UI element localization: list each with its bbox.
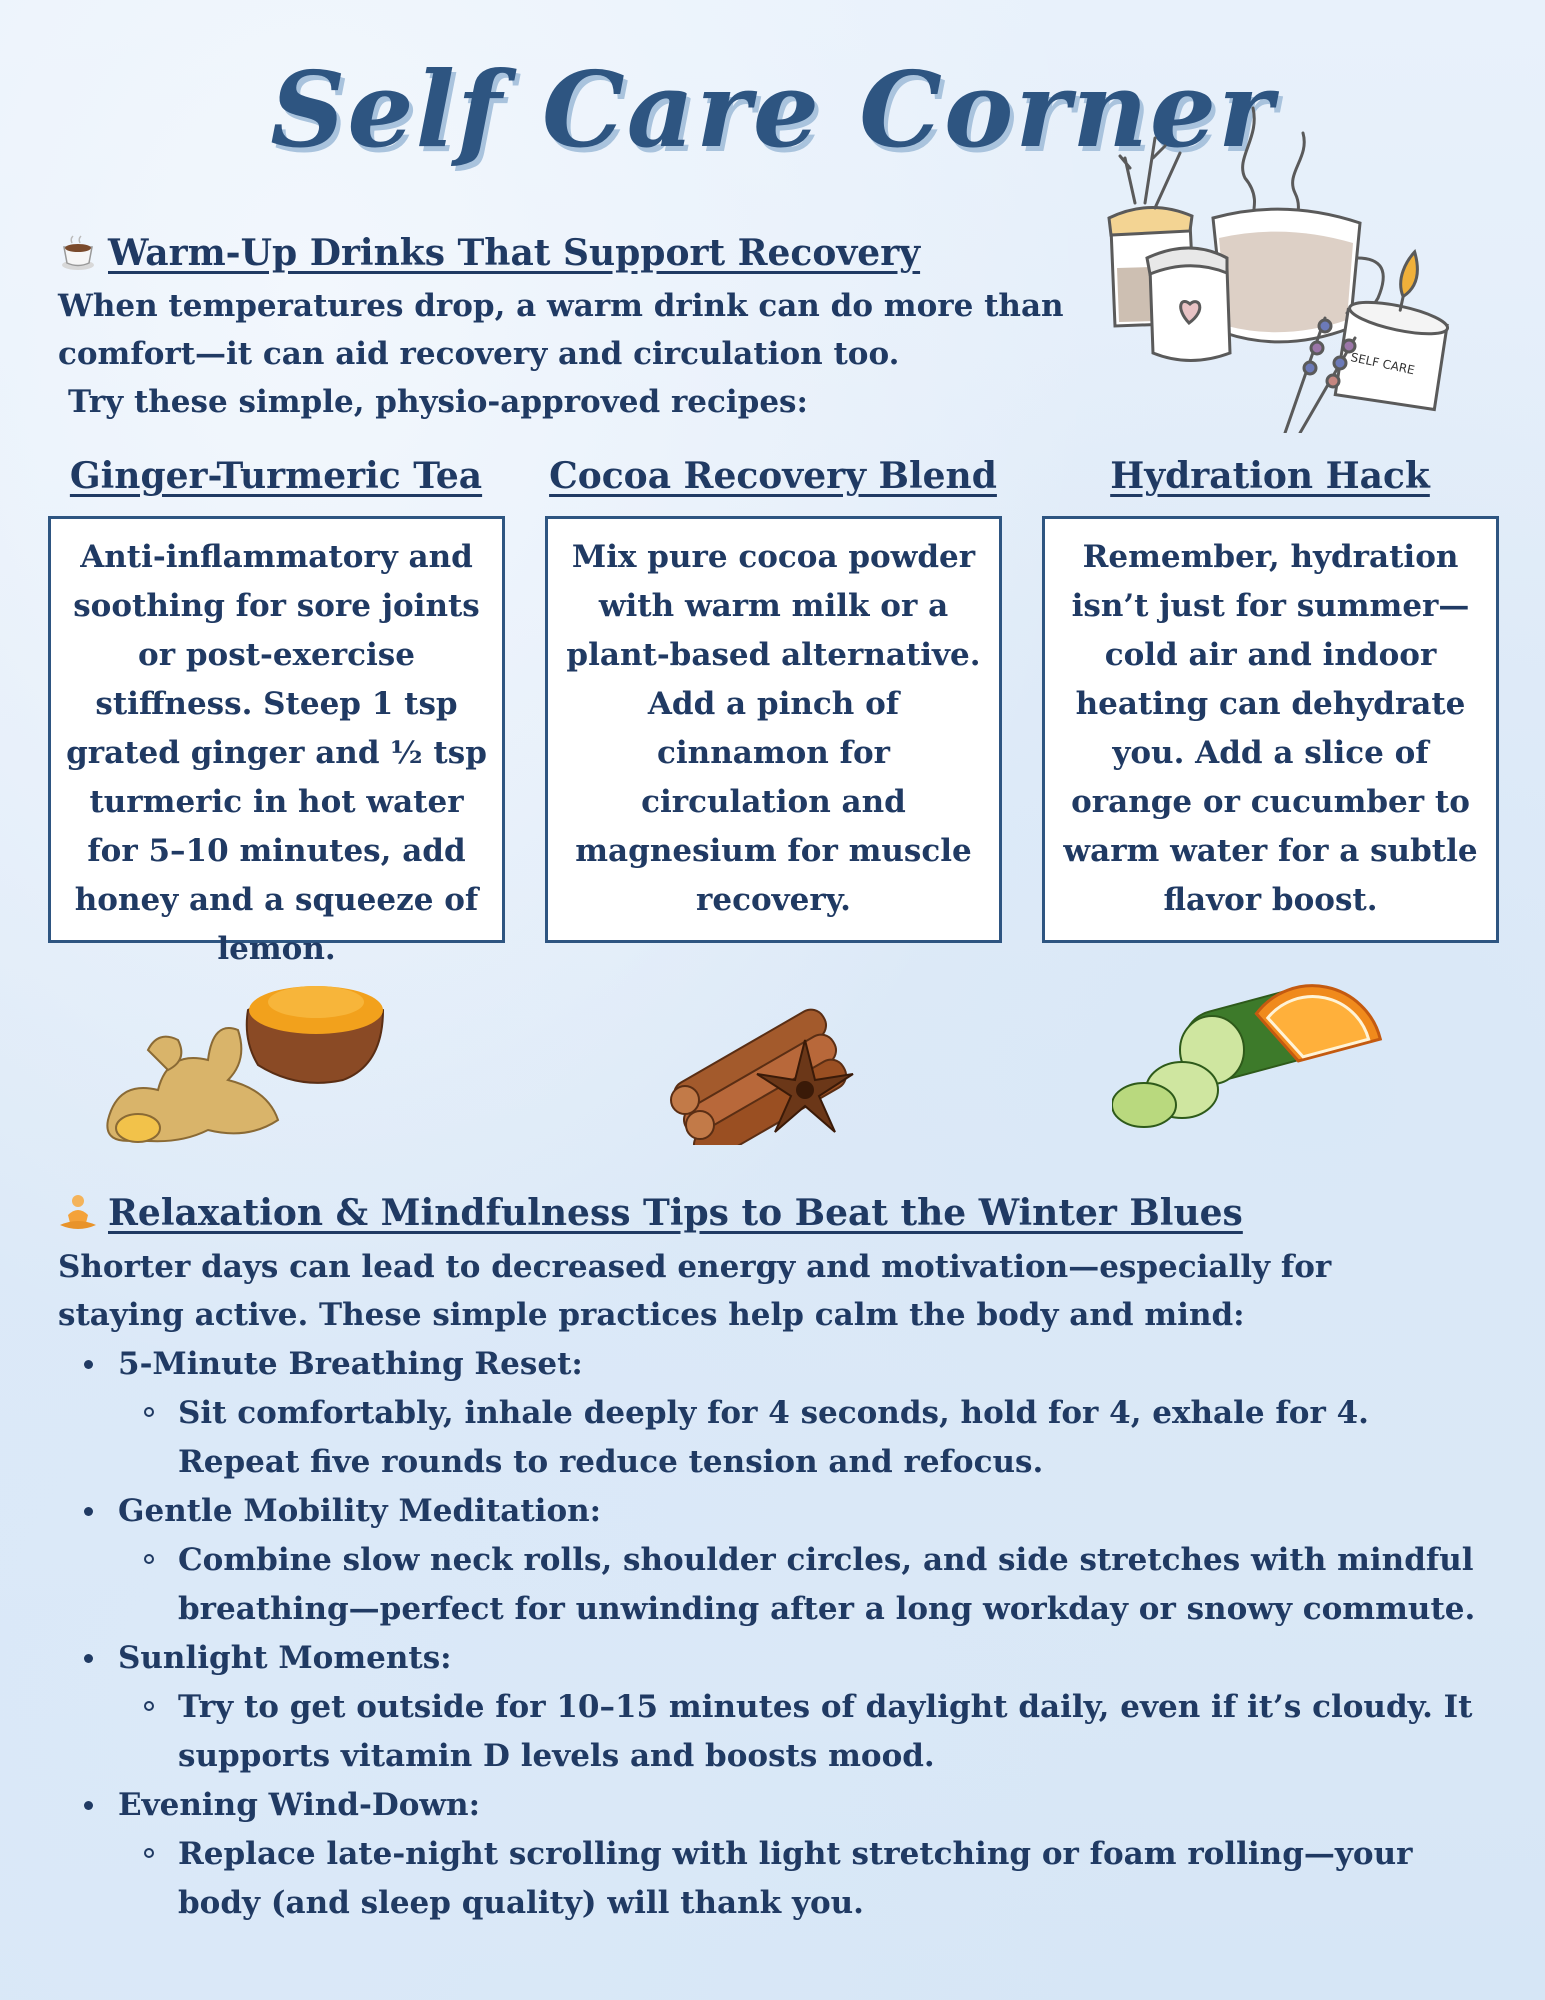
cucumber-orange-illustration — [1112, 970, 1392, 1135]
tip-detail: Combine slow neck rolls, shoulder circles, and side stretches with mindful breathing—perfect for unwinding after a long workday or snowy commute. — [58, 1536, 1488, 1634]
candle-label: SELF CARE — [1349, 350, 1417, 378]
hot-drink-icon — [58, 233, 98, 273]
relax-heading-text: Relaxation & Mindfulness Tips to Beat the Winter Blues — [108, 1192, 1243, 1234]
drinks-section-heading — [58, 232, 920, 274]
page-title: Self Care Corner — [270, 48, 1275, 171]
meditation-icon — [58, 1193, 98, 1233]
recipe-card-hydration: Remember, hydration isn’t just for summer—cold air and indoor heating can dehydrate you. Add a slice of orange or cucumber to warm water for a subtle flavor boost. — [1042, 516, 1499, 943]
tip-detail: Try to get outside for 10–15 minutes of daylight daily, even if it’s cloudy. It supports vitamin D levels and boosts mood. — [58, 1683, 1488, 1781]
drinks-heading-text: Warm-Up Drinks That Support Recovery — [108, 232, 921, 274]
card-title-hydration: Hydration Hack — [1110, 455, 1430, 497]
tip-item: Sunlight Moments: — [58, 1634, 1488, 1683]
relax-section-heading — [58, 1192, 1243, 1234]
cinnamon-anise-illustration — [655, 975, 885, 1145]
recipe-card-cocoa: Mix pure cocoa powder with warm milk or a plant-based alternative. Add a pinch of cinnamon for circulation and magnesium for muscle recovery. — [545, 516, 1002, 943]
tip-item: Gentle Mobility Meditation: — [58, 1487, 1488, 1536]
relax-intro: Shorter days can lead to decreased energy and motivation—especially for staying active. These simple practices help calm the body and mind: — [58, 1249, 1332, 1333]
drinks-intro-line: When temperatures drop, a warm drink can do more than — [58, 288, 1064, 324]
recipe-card-ginger: Anti-inflammatory and soothing for sore joints or post-exercise stiffness. Steep 1 tsp grated ginger and ½ tsp turmeric in hot water for 5–10 minutes, add honey and a squeeze of lemon. — [48, 516, 505, 943]
drinks-intro — [58, 282, 1064, 426]
drinks-intro-line: comfort—it can aid recovery and circulation too. — [58, 336, 900, 372]
tip-item: Evening Wind-Down: — [58, 1781, 1488, 1830]
ginger-turmeric-illustration — [98, 970, 398, 1150]
drinks-intro-line: Try these simple, physio-approved recipes: — [68, 384, 808, 420]
card-title-cocoa: Cocoa Recovery Blend — [549, 455, 997, 497]
tip-detail: Sit comfortably, inhale deeply for 4 seconds, hold for 4, exhale for 4. Repeat five rounds to reduce tension and refocus. — [58, 1389, 1488, 1487]
self-care-illustration — [1095, 98, 1490, 433]
tip-item: 5-Minute Breathing Reset: — [58, 1340, 1488, 1389]
tips-list — [58, 1340, 1488, 1928]
tip-detail: Replace late-night scrolling with light stretching or foam rolling—your body (and sleep quality) will thank you. — [58, 1830, 1488, 1928]
card-title-ginger: Ginger-Turmeric Tea — [69, 455, 483, 497]
